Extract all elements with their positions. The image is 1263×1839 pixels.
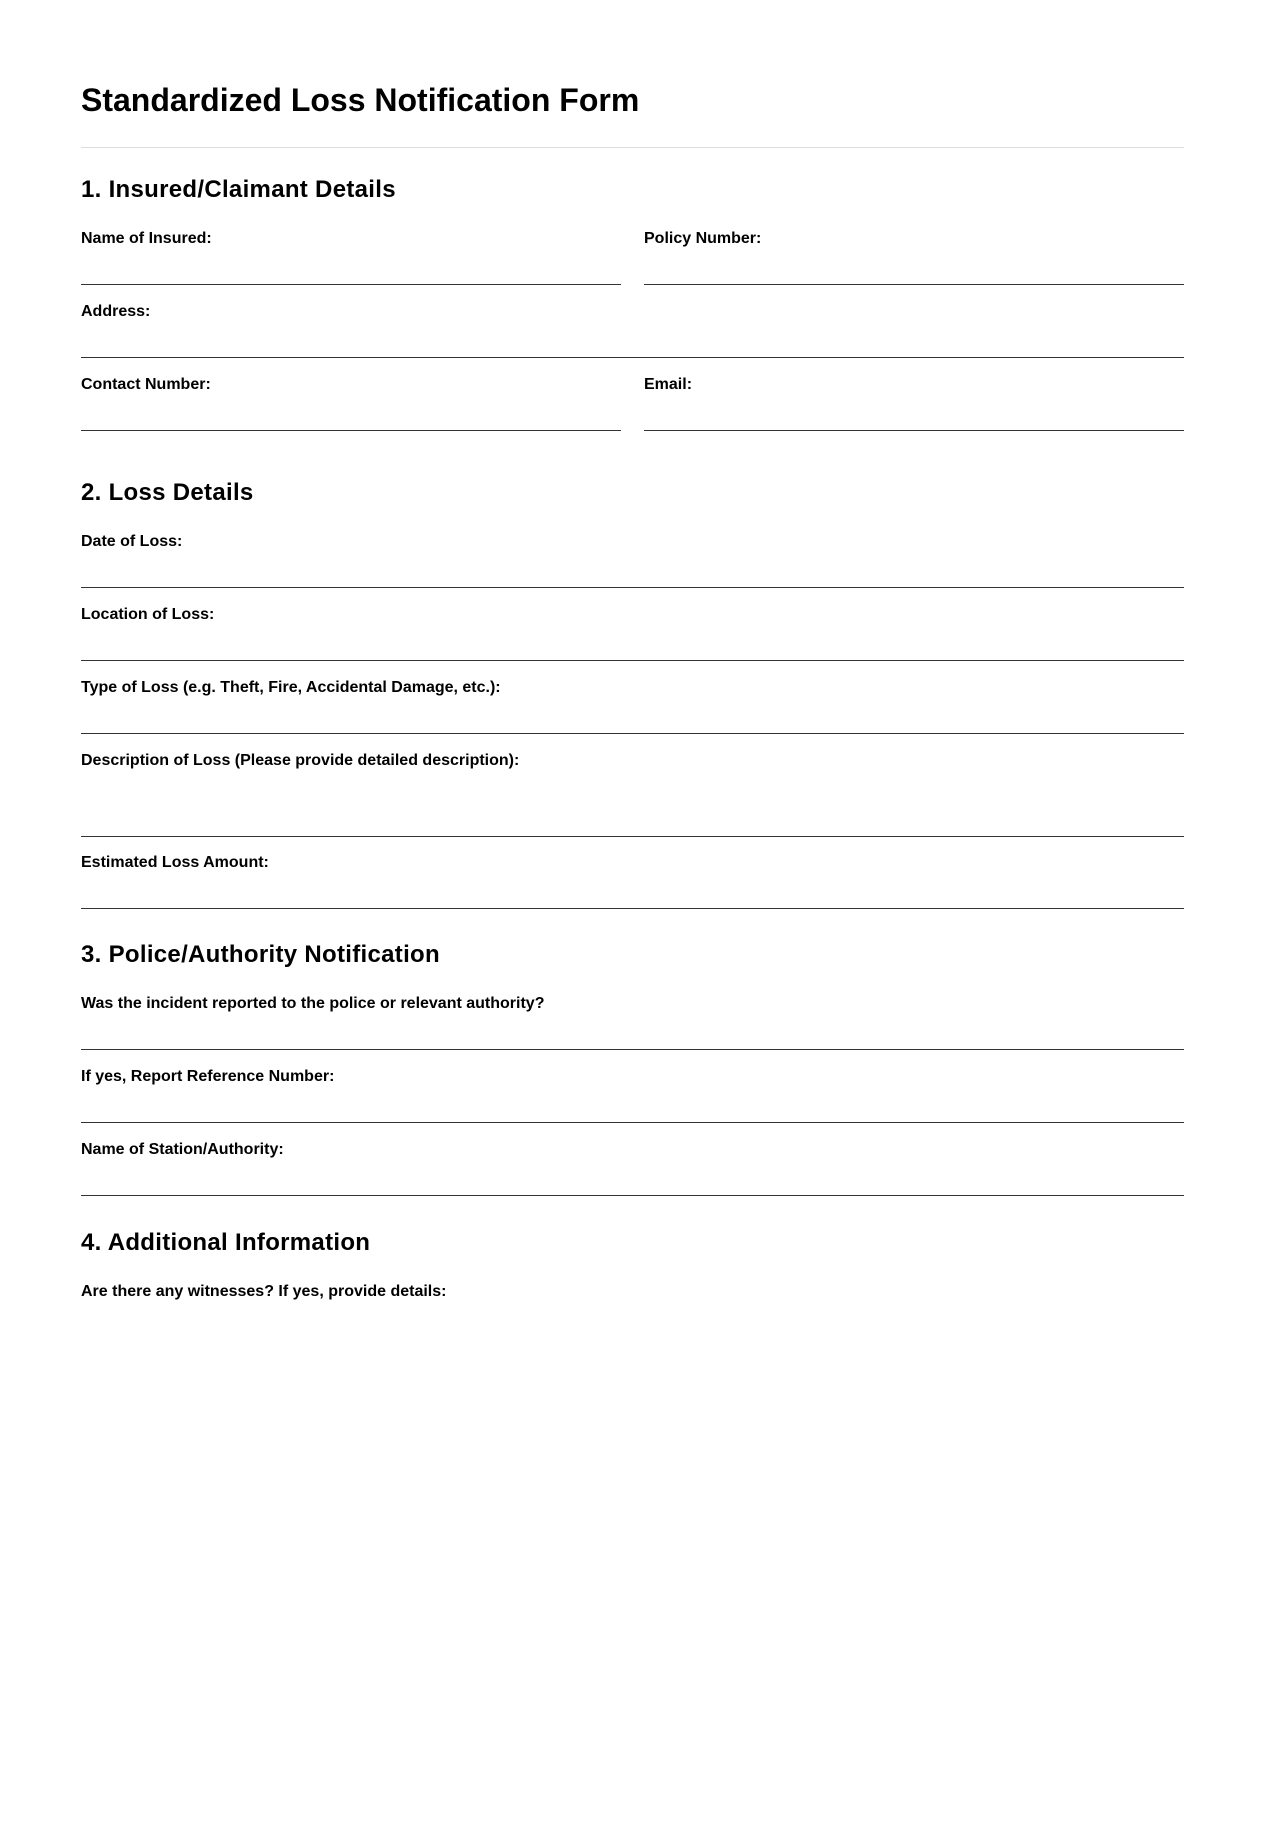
report-reference-number-underline	[81, 1122, 1184, 1123]
address-input[interactable]	[81, 331, 1184, 355]
date-of-loss-input[interactable]	[81, 561, 1184, 585]
email-input[interactable]	[644, 404, 1184, 428]
location-of-loss-label: Location of Loss:	[81, 606, 215, 623]
field-location-of-loss	[81, 604, 1184, 661]
type-of-loss-underline	[81, 733, 1184, 734]
field-description-of-loss	[81, 750, 1184, 837]
field-policy-number	[644, 228, 1184, 285]
location-of-loss-underline	[81, 660, 1184, 661]
witnesses-textarea[interactable]	[81, 1311, 1184, 1339]
section-heading-additional: 4. Additional Information	[81, 1229, 371, 1256]
field-station-authority	[81, 1139, 1184, 1196]
type-of-loss-label: Type of Loss (e.g. Theft, Fire, Accidental Damage, etc.):	[81, 679, 501, 696]
section-heading-loss: 2. Loss Details	[81, 479, 254, 506]
incident-reported-label: Was the incident reported to the police or relevant authority?	[81, 995, 545, 1012]
description-of-loss-label: Description of Loss (Please provide detailed description):	[81, 752, 520, 769]
title-divider	[81, 147, 1184, 148]
section-heading-police: 3. Police/Authority Notification	[81, 941, 440, 968]
email-underline	[644, 430, 1184, 431]
station-authority-underline	[81, 1195, 1184, 1196]
contact-number-label: Contact Number:	[81, 376, 211, 393]
incident-reported-input[interactable]	[81, 1023, 1184, 1047]
field-witnesses	[81, 1281, 1184, 1341]
field-type-of-loss	[81, 677, 1184, 734]
contact-number-underline	[81, 430, 621, 431]
field-name-of-insured	[81, 228, 621, 285]
date-of-loss-underline	[81, 587, 1184, 588]
page-title: Standardized Loss Notification Form	[81, 82, 640, 118]
incident-reported-underline	[81, 1049, 1184, 1050]
witnesses-label: Are there any witnesses? If yes, provide details:	[81, 1283, 447, 1300]
name-of-insured-underline	[81, 284, 621, 285]
field-email	[644, 374, 1184, 431]
name-of-insured-label: Name of Insured:	[81, 230, 212, 247]
email-label: Email:	[644, 376, 693, 393]
name-of-insured-input[interactable]	[81, 258, 621, 282]
location-of-loss-input[interactable]	[81, 634, 1184, 658]
date-of-loss-label: Date of Loss:	[81, 533, 183, 550]
station-authority-input[interactable]	[81, 1169, 1184, 1193]
report-reference-number-input[interactable]	[81, 1096, 1184, 1120]
station-authority-label: Name of Station/Authority:	[81, 1141, 284, 1158]
estimated-loss-amount-input[interactable]	[81, 882, 1184, 906]
policy-number-input[interactable]	[644, 258, 1184, 282]
description-of-loss-underline	[81, 836, 1184, 837]
field-incident-reported	[81, 993, 1184, 1050]
field-address	[81, 301, 1184, 358]
description-of-loss-textarea[interactable]	[81, 778, 1184, 832]
policy-number-label: Policy Number:	[644, 230, 762, 247]
field-report-reference-number	[81, 1066, 1184, 1123]
address-underline	[81, 357, 1184, 358]
estimated-loss-amount-underline	[81, 908, 1184, 909]
field-contact-number	[81, 374, 621, 431]
type-of-loss-input[interactable]	[81, 707, 1184, 731]
field-estimated-loss-amount	[81, 852, 1184, 909]
field-date-of-loss	[81, 531, 1184, 588]
address-label: Address:	[81, 303, 151, 320]
contact-number-input[interactable]	[81, 404, 621, 428]
report-reference-number-label: If yes, Report Reference Number:	[81, 1068, 335, 1085]
section-heading-insured: 1. Insured/Claimant Details	[81, 176, 396, 203]
estimated-loss-amount-label: Estimated Loss Amount:	[81, 854, 269, 871]
policy-number-underline	[644, 284, 1184, 285]
